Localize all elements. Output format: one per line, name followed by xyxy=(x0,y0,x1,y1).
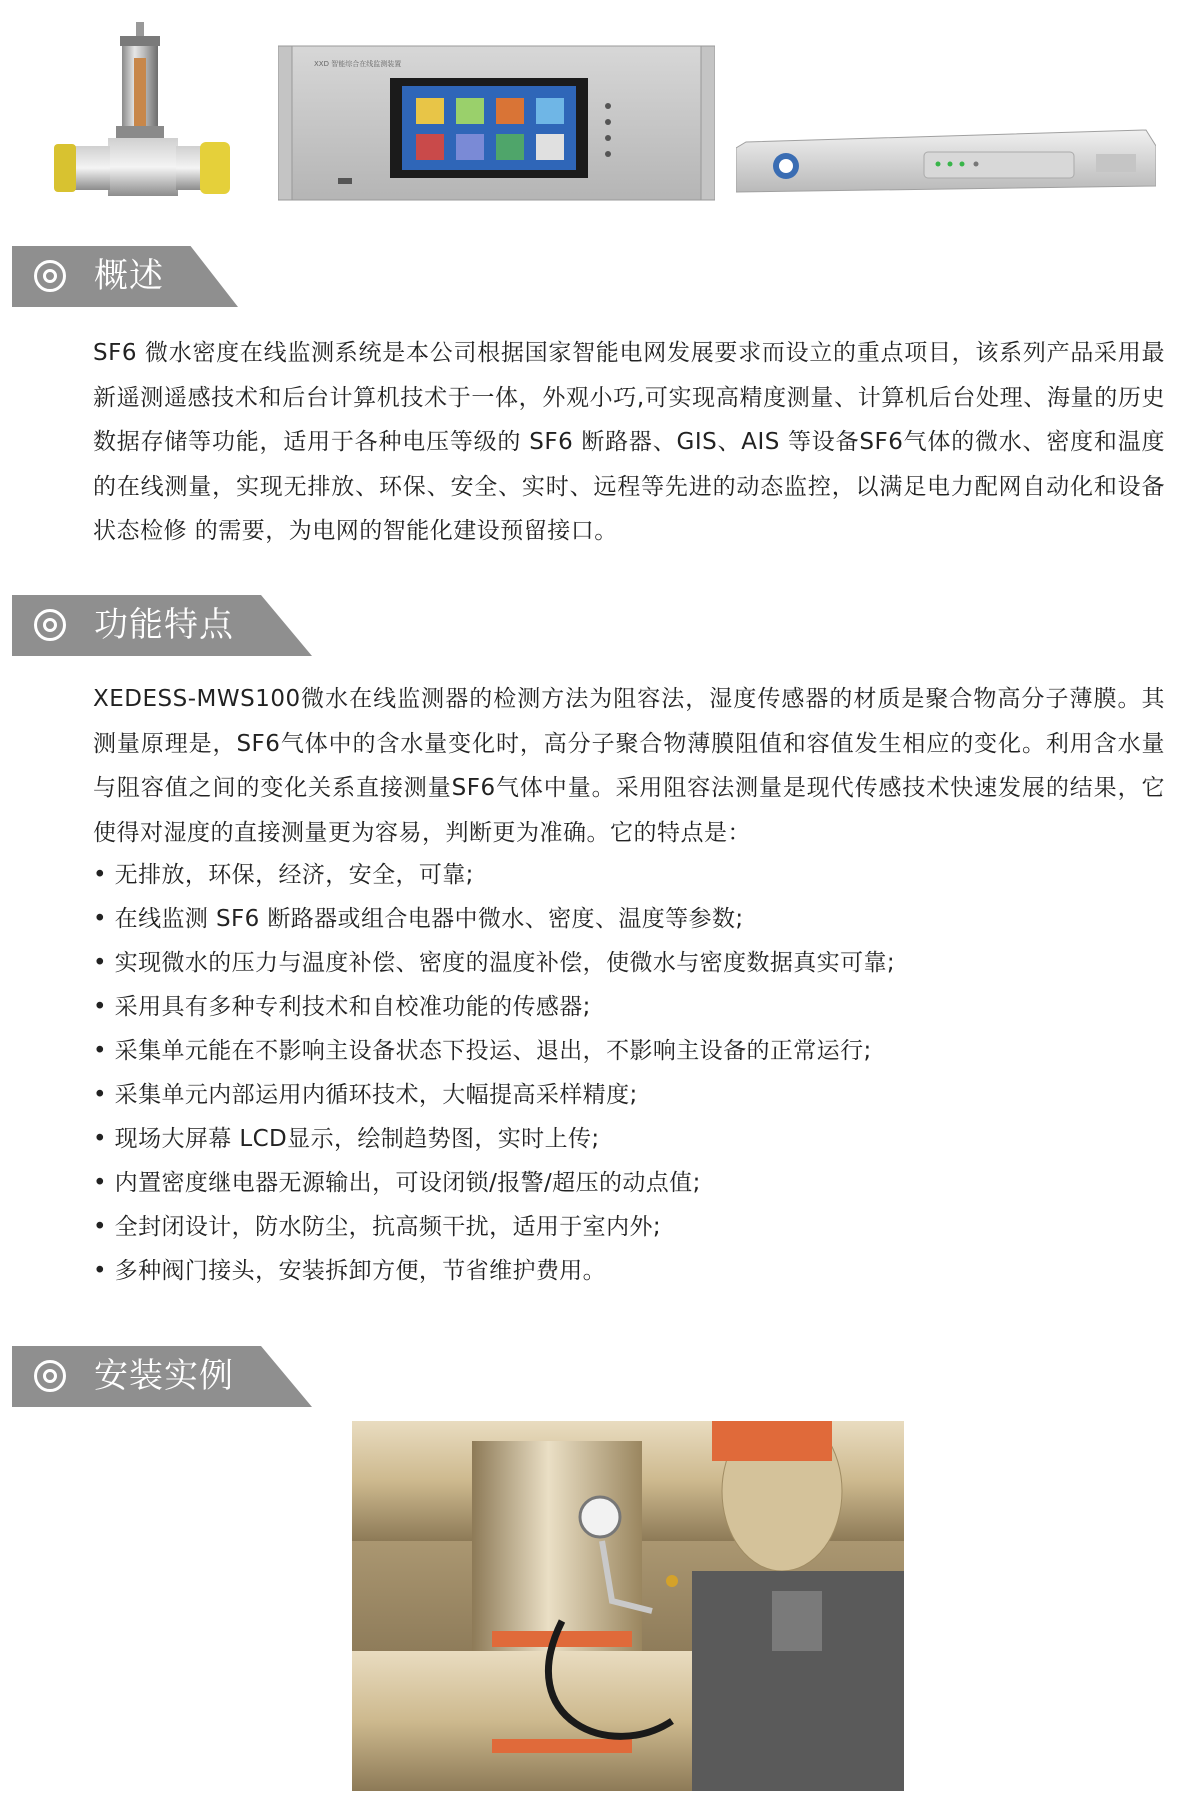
features-paragraph: XEDESS-MWS100微水在线监测器的检测方法为阻容法，湿度传感器的材质是聚合物高分子薄膜。其测量原理是，SF6气体中的含水量变化时，高分子聚合物薄膜阻值和容值发生相应的变化。利用含水量与阻容值之间的变化关系直接测量SF6气体中量。采用阻容法测量是现代传感技术快速发展的结果，它使得对湿度的直接测量更为容易，判断更为准确。它的特点是： xyxy=(93,686,1165,846)
monitoring-rack-unit-icon xyxy=(278,42,715,202)
list-item: • 在线监测 SF6 断路器或组合电器中微水、密度、温度等参数; xyxy=(93,906,744,932)
features-list xyxy=(93,853,1165,1293)
rack-title-text: XXD 智能综合在线监测装置 xyxy=(314,60,402,68)
list-item: • 实现微水的压力与温度补偿、密度的温度补偿，使微水与密度数据真实可靠; xyxy=(93,950,896,976)
list-item: • 采集单元内部运用内循环技术，大幅提高采样精度; xyxy=(93,1082,638,1108)
list-item: • 采集单元能在不影响主设备状态下投运、退出，不影响主设备的正常运行; xyxy=(93,1038,872,1064)
list-item: • 无排放，环保，经济，安全，可靠; xyxy=(93,862,474,888)
section-header-overview xyxy=(12,246,312,307)
section-header-install xyxy=(12,1346,312,1407)
section-title: 概述 xyxy=(94,256,164,296)
list-item: • 多种阀门接头，安装拆卸方便，节省维护费用。 xyxy=(93,1258,607,1284)
section-title: 安装实例 xyxy=(94,1356,234,1396)
circle-bullet-icon xyxy=(34,1360,66,1392)
list-item: • 现场大屏幕 LCD显示，绘制趋势图，实时上传; xyxy=(93,1126,600,1152)
section-title: 功能特点 xyxy=(94,605,234,645)
circle-bullet-icon xyxy=(34,609,66,641)
sf6-sensor-device-icon xyxy=(50,18,235,203)
installation-photo-icon xyxy=(352,1421,904,1791)
list-item: • 采用具有多种专利技术和自校准功能的传感器; xyxy=(93,994,591,1020)
list-item: • 内置密度继电器无源输出，可设闭锁/报警/超压的动点值; xyxy=(93,1170,701,1196)
section-header-features xyxy=(12,595,312,656)
1u-rack-device-icon xyxy=(736,128,1156,194)
overview-paragraph: SF6 微水密度在线监测系统是本公司根据国家智能电网发展要求而设立的重点项目，该系列产品采用最新遥测遥感技术和后台计算机技术于一体，外观小巧,可实现高精度测量、计算机后台处理、海量的历史数据存储等功能，适用于各种电压等级的 SF6 断路器、GIS、AIS 等设备SF6气体的微水、密度和温度的在线测量，实现无排放、环保、安全、实时、远程等先进的动态监控，以满足电力配网自动化和设备状态检修 的需要，为电网的智能化建设预留接口。 xyxy=(93,340,1165,544)
circle-bullet-icon xyxy=(34,260,66,292)
list-item: • 全封闭设计，防水防尘，抗高频干扰，适用于室内外; xyxy=(93,1214,662,1240)
